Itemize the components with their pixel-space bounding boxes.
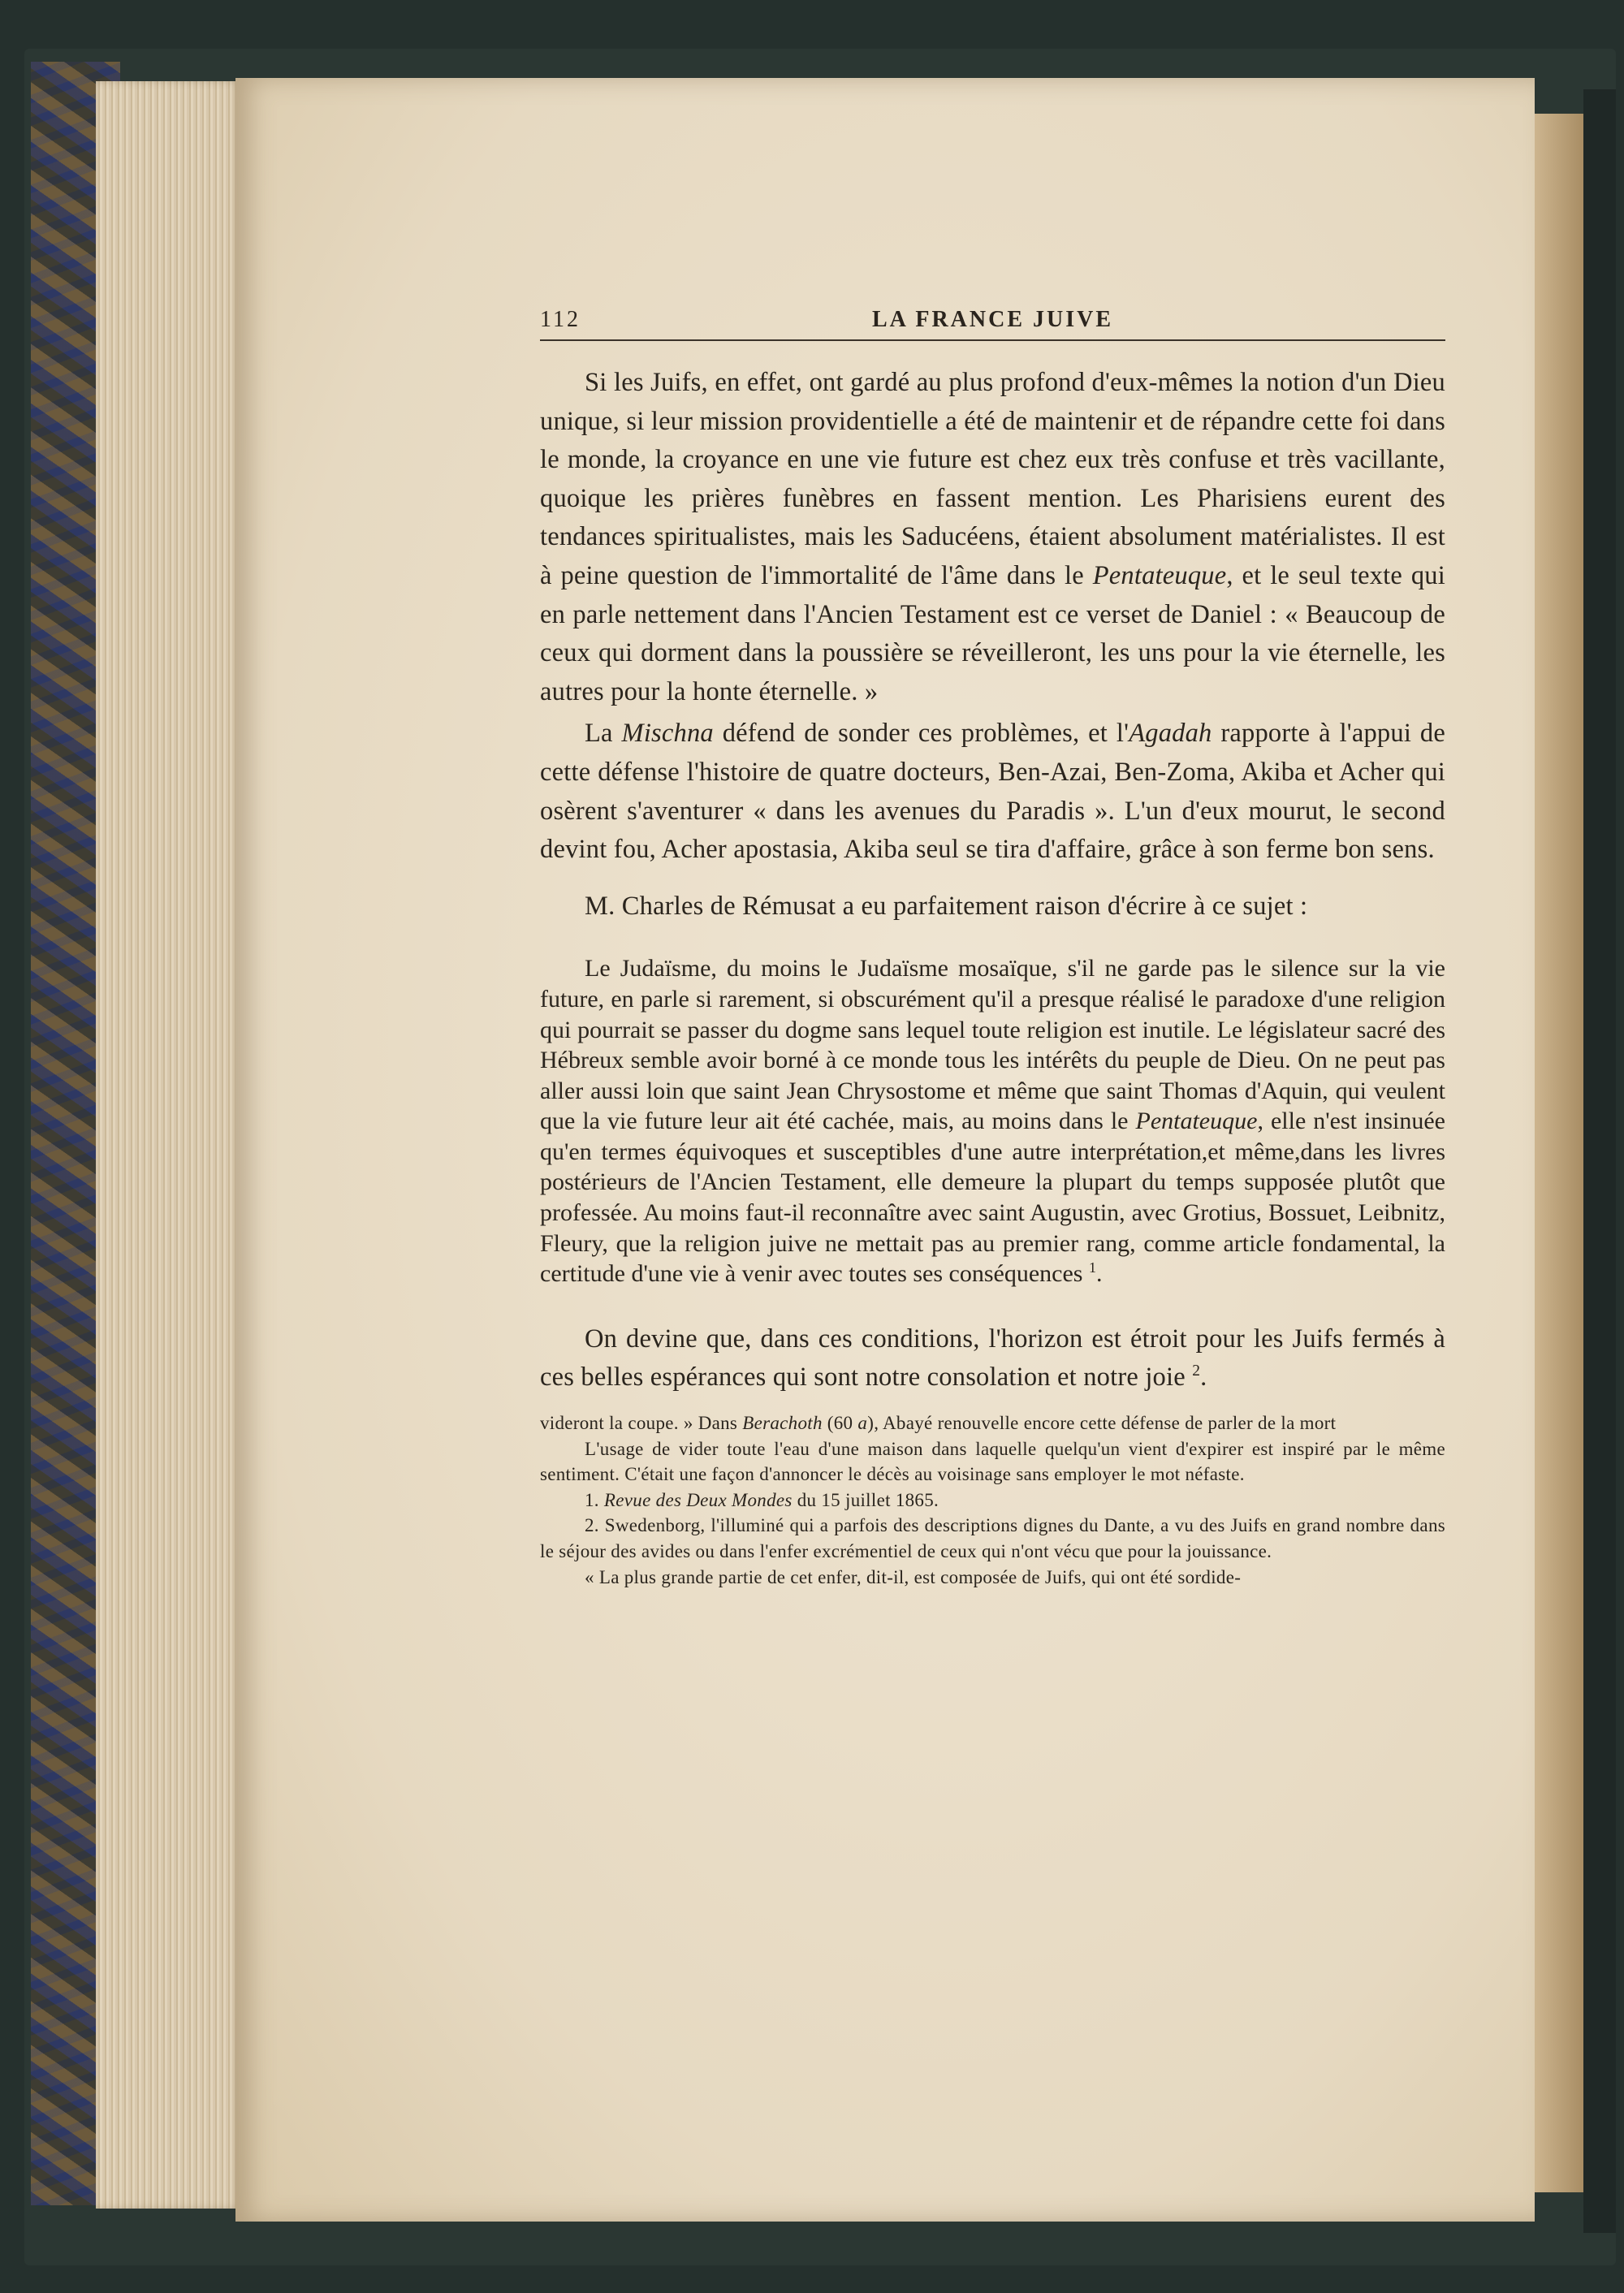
running-head [540,300,1445,341]
footnote-2-continued: « La plus grande partie de cet enfer, dit-il, est composée de Juifs, qui ont été sordide- [585,1566,1242,1587]
paragraph-1: Si les Juifs, en effet, ont gardé au plus profond d'eux-mêmes la notion d'un Dieu unique, si leur mission providentielle a été de maintenir et de répandre cette foi dans le monde, la croyance en une vie future est chez eux très confuse et très vacillante, quoique les prières funèbres en fassent mention. Les Pharisiens eurent des tendances spiritualistes, mais les Saducéens, étaient absolument matérialistes. Il est à peine question de l'immortalité de l'âme dans le Pentateuque, et le seul texte qui en parle nettement dans l'Ancien Testament est ce verset de Daniel : « Beaucoup de ceux qui dorment dans la poussière se réveilleront, les uns pour la vie éternelle, les autres pour la honte éternelle. » [540,368,1445,706]
book-board-right [1583,89,1616,2233]
text-block [540,300,1445,1590]
paragraph-2: La Mischna défend de sonder ces problèmes, et l'Agadah rapporte à l'appui de cette défense l'histoire de quatre docteurs, Ben-Azai, Ben-Zoma, Akiba et Acher qui osèrent s'aventurer « dans les avenues du Paradis ». L'un d'eux mourut, le second devint fou, Acher apostasia, Akiba seul se tira d'affaire, grâce à son ferme bon sens. [540,719,1446,865]
footnote-ref-2: 2 [1192,1362,1201,1380]
footnote-1: 1. Revue des Deux Mondes du 15 juillet 1865. [585,1489,939,1510]
paragraph-3: M. Charles de Rémusat a eu parfaitement raison d'écrire à ce sujet : [585,891,1308,921]
page-edge-right [1535,114,1583,2192]
paragraph-4: On devine que, dans ces conditions, l'horizon est étroit pour les Juifs fermés à ces belles espérances qui sont notre consolation et notre joie $^2$. [540,1324,1445,1393]
footnote-continuation: videront la coupe. » Dans Berachoth (60 a), Abayé renouvelle encore cette défense de parler de la mort [540,1413,1337,1434]
page-stack-left [96,81,242,2209]
page-number: 112 [540,307,581,332]
footnote-paragraph: L'usage de vider toute l'eau d'une maison dans laquelle quelqu'un vient d'expirer est inspiré par le même sentiment. C'était une façon d'annoncer le décès au voisinage sans employer le mot néfaste. [540,1438,1445,1485]
footnote-ref-1: 1 [1088,1259,1096,1276]
footnote-2: 2. Swedenborg, l'illuminé qui a parfois des descriptions dignes du Dante, a vu des Juifs en grand nombre dans le séjour des avides ou dans l'enfer excrémentiel de ceux qui n'ont vécu que pour la jouissance. [540,1515,1445,1561]
block-quote: Le Judaïsme, du moins le Judaïsme mosaïque, s'il ne garde pas le silence sur la vie future, en parle si rarement, si obscurément qu'il a presque réalisé le paradoxe d'une religion qui pourrait se passer du dogme sans lequel toute religion est inutile. Le législateur sacré des Hébreux semble avoir borné à ce monde tous les intérêts du peuple de Dieu. On ne peut pas aller aussi loin que saint Jean Chrysostome et même que saint Thomas d'Aquin, qui veulent que la vie future leur ait été cachée, mais, au moins dans le Pentateuque, elle n'est insinuée qu'en termes équivoques et susceptibles d'une autre interprétation,et même,dans les livres postérieurs de l'Ancien Testament, elle demeure la plupart du temps supposée plutôt que professée. Au moins faut-il reconnaître avec saint Augustin, avec Grotius, Bossuet, Leibnitz, Fleury, que la religion juive ne mettait pas au premier rang, comme article fondamental, la certitude d'une vie à venir avec toutes ses conséquences $^1$. [540,955,1445,1288]
running-title: LA FRANCE JUIVE [871,307,1114,332]
footnotes [540,1410,1445,1590]
